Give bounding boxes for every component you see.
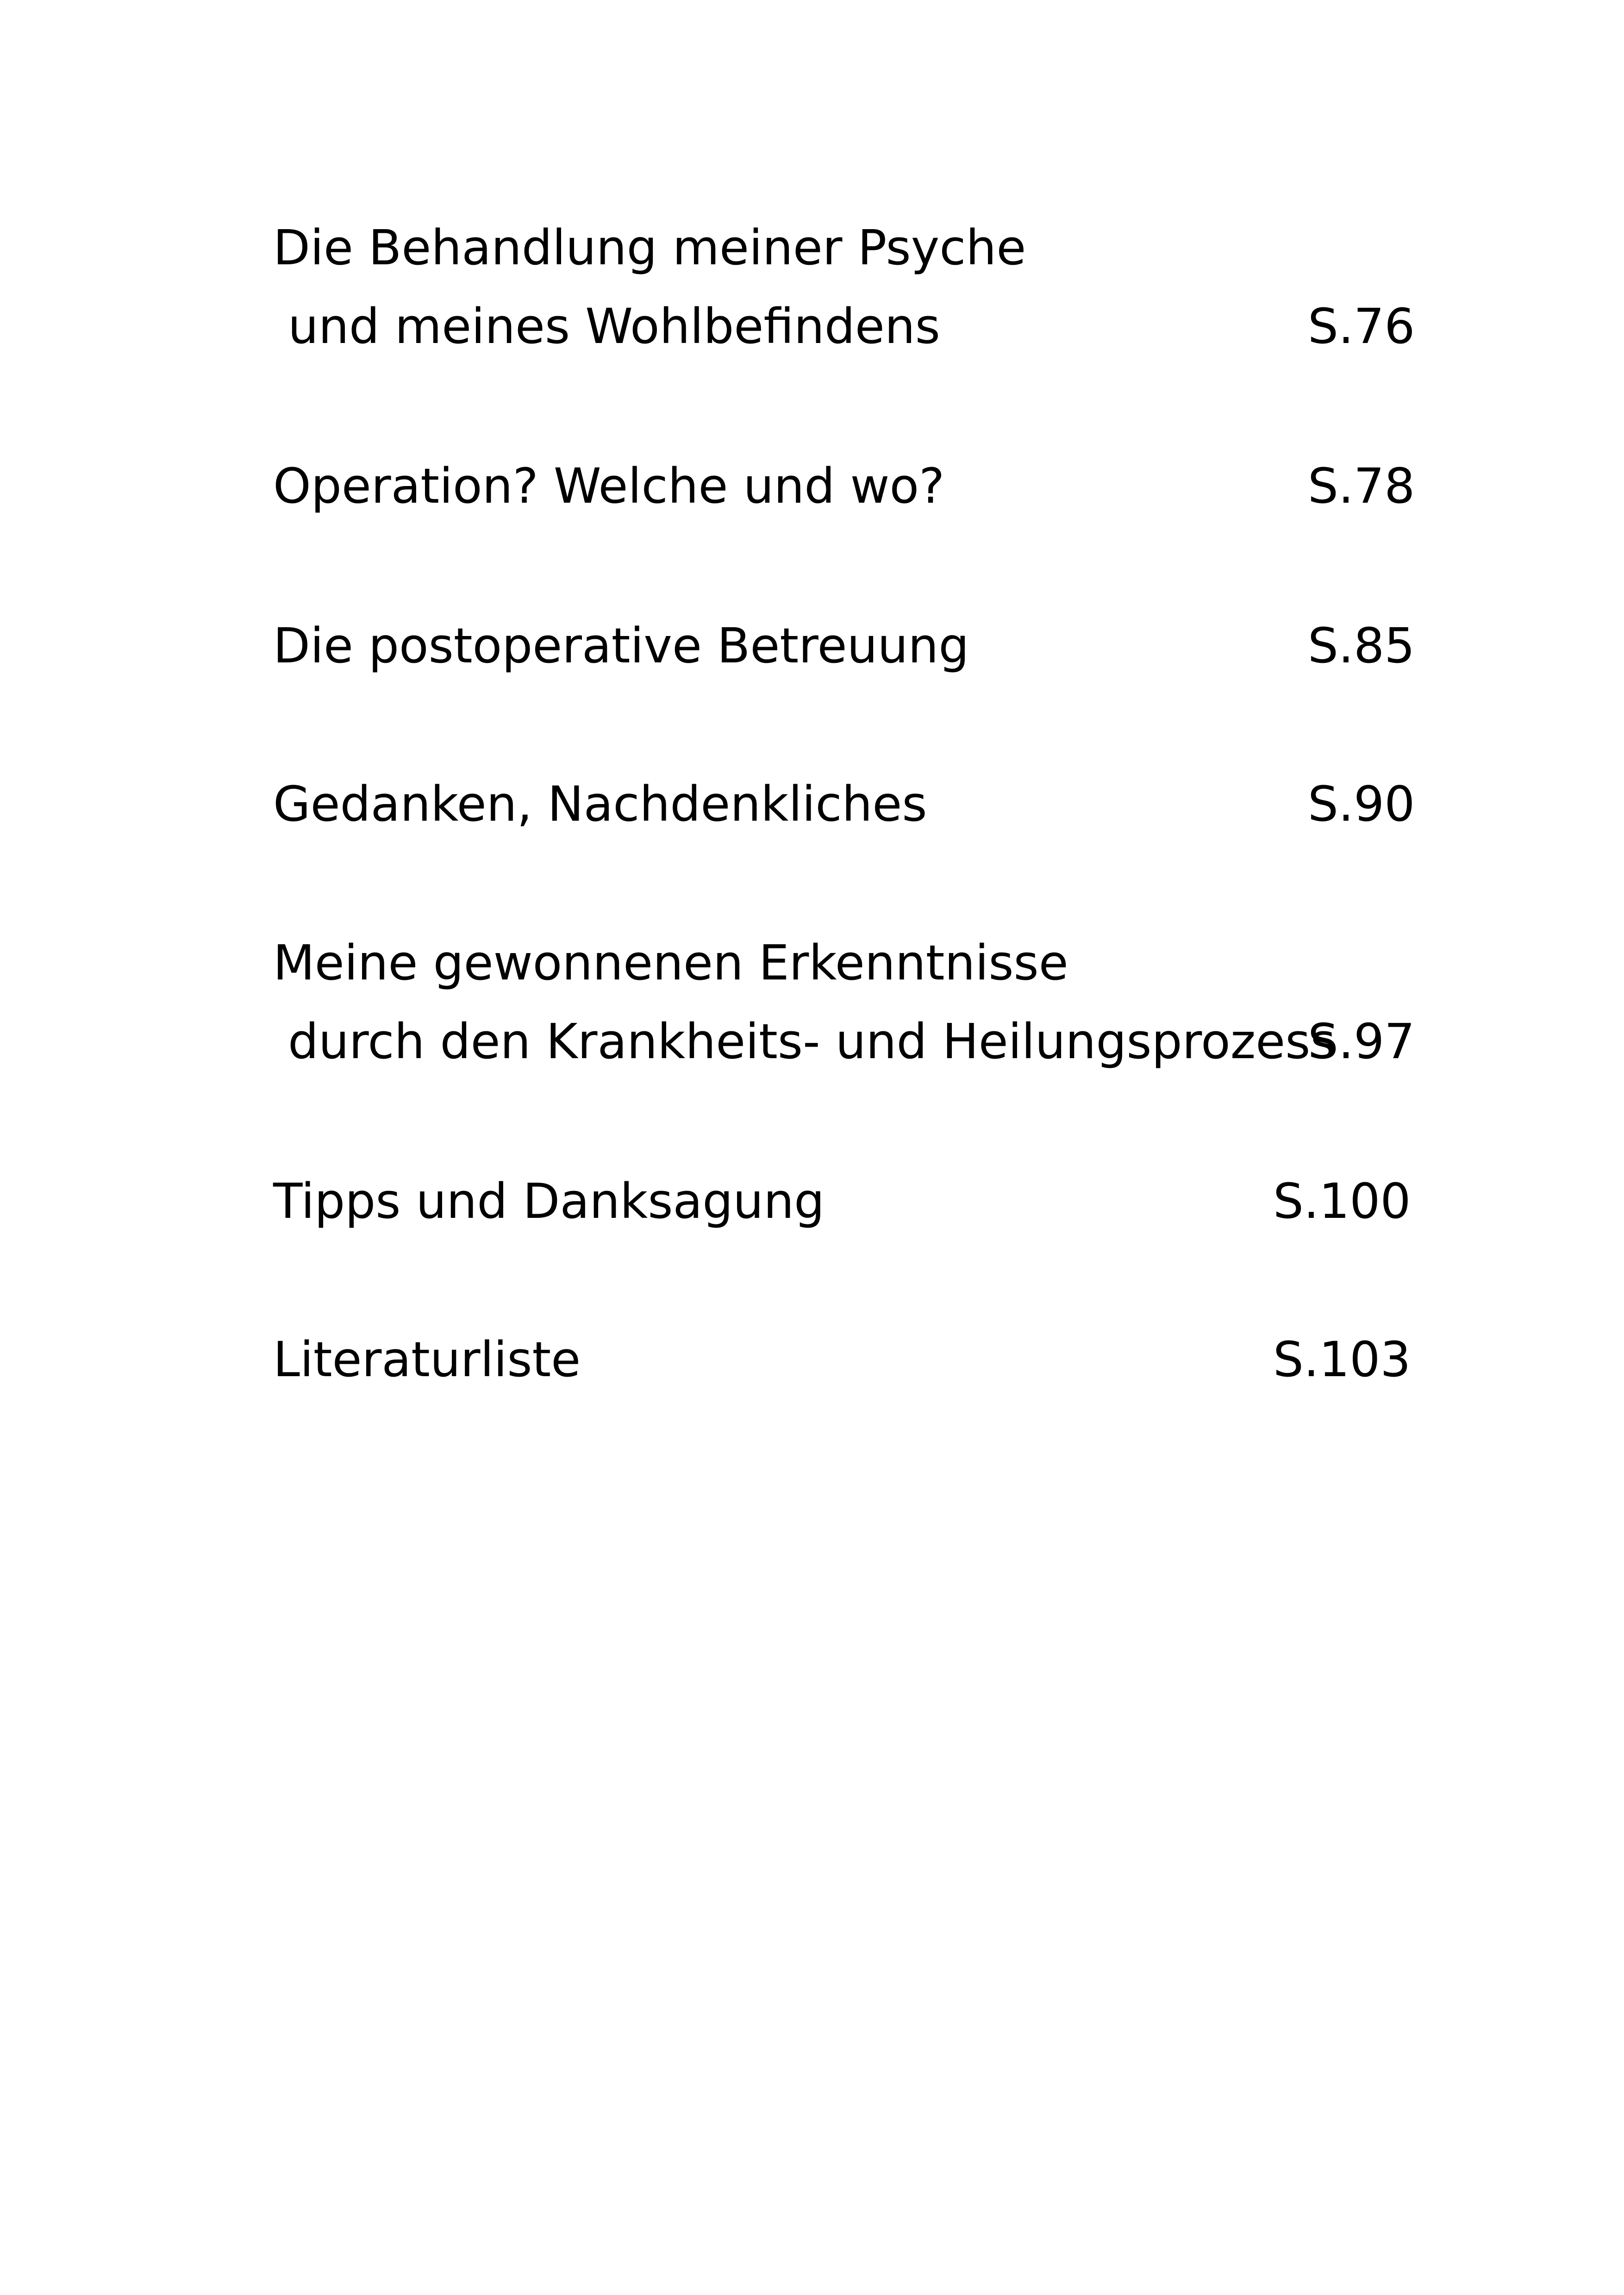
toc-entry-title: Operation? Welche und wo? bbox=[273, 458, 945, 514]
toc-entry-title: Die postoperative Betreuung bbox=[273, 617, 969, 674]
toc-entry-page: S.78 bbox=[1308, 458, 1415, 514]
toc-entry-page: S.103 bbox=[1273, 1331, 1411, 1388]
toc-entry-title: Gedanken, Nachdenkliches bbox=[273, 776, 927, 832]
toc-entry-title: Meine gewonnenen Erkenntnisse bbox=[273, 935, 1068, 991]
toc-entry-title-continued: durch den Krankheits- und Heilungsprozess bbox=[288, 1013, 1336, 1070]
toc-entry-title: Literaturliste bbox=[273, 1331, 581, 1388]
toc-entry-page: S.100 bbox=[1273, 1173, 1411, 1229]
toc-entry-page: S.90 bbox=[1308, 776, 1415, 832]
toc-entry-page: S.76 bbox=[1308, 298, 1415, 355]
toc-entry-page: S.85 bbox=[1308, 617, 1415, 674]
toc-entry-title: Die Behandlung meiner Psyche bbox=[273, 219, 1026, 276]
toc-entry-title-continued: und meines Wohlbefindens bbox=[288, 298, 940, 355]
toc-entry-page: S.97 bbox=[1308, 1013, 1415, 1070]
toc-entry-title: Tipps und Danksagung bbox=[273, 1173, 825, 1229]
